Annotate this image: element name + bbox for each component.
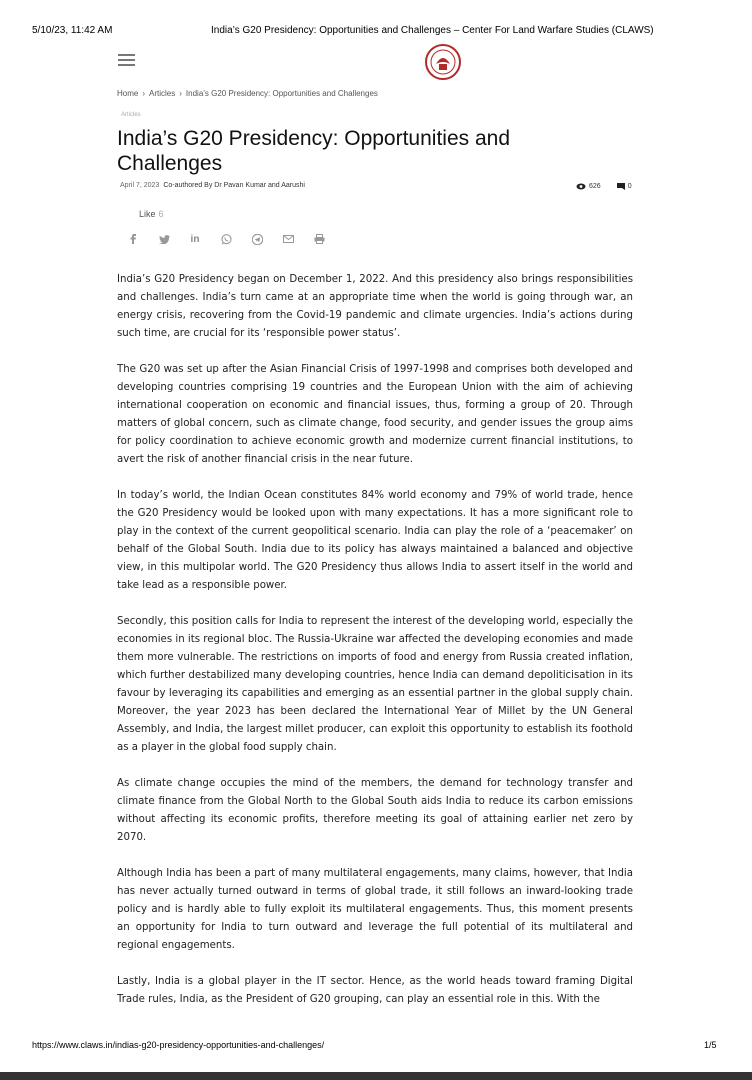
- hamburger-menu-icon[interactable]: [118, 54, 135, 69]
- article-stats: [576, 183, 632, 190]
- breadcrumb-articles[interactable]: Articles: [149, 89, 176, 98]
- comments-count[interactable]: 0: [627, 183, 632, 190]
- breadcrumb-separator: ›: [142, 89, 146, 98]
- share-bar: [126, 232, 343, 246]
- page-url: https://www.claws.in/indias-g20-presidency-opportunities-and-challenges/: [32, 1040, 325, 1050]
- twitter-icon[interactable]: [157, 232, 171, 246]
- views-count: 626: [589, 183, 601, 190]
- breadcrumb-current: India’s G20 Presidency: Opportunities and Challenges: [185, 89, 378, 98]
- breadcrumb: [117, 89, 378, 98]
- breadcrumb-separator: ›: [179, 89, 182, 98]
- whatsapp-icon[interactable]: [219, 232, 233, 246]
- print-page-title: India’s G20 Presidency: Opportunities and Challenges – Center For Land Warfare Studies (CLAWS): [211, 25, 654, 36]
- article-paragraph: The G20 was set up after the Asian Financial Crisis of 1997-1998 and comprises both developed and developing countries comprising 19 countries and the European Union with the aim of achieving international cooperation on economic and financial issues, thus, forming a group of 20. Through matters of global concern, such as climate change, food security, and gender issues the group aims for policy coordination to achieve economic growth and modernize current financial institutions, to avert the risk of another financial crisis in the near future.: [117, 364, 633, 465]
- article-meta: [120, 182, 305, 189]
- print-datetime: 5/10/23, 11:42 AM: [32, 25, 113, 36]
- article-paragraph: Although India has been a part of many multilateral engagements, many claims, however, that India has never actually turned outward in terms of global trade, it still follows an inward-looking trade policy and is hardly able to fully exploit its multilateral engagements. Thus, this moment presents an opportunity for India to turn outward and leverage the full potential of its multilateral and regional engagements.: [117, 868, 633, 951]
- article-paragraph: In today’s world, the Indian Ocean constitutes 84% world economy and 79% of world trade, hence the G20 Presidency would be looked upon with many expectations. It has a more significant role to play in the context of the current geopolitical scenario. India can play the role of a ‘peacemaker’ on behalf of the Global South. India due to its policy has always maintained a balanced and objective view, in this multipolar world. The G20 Presidency thus allows India to assert itself in the world and take lead as a responsible power.: [117, 490, 633, 591]
- article-paragraph: India’s G20 Presidency began on December 1, 2022. And this presidency also brings responsibilities and challenges. India’s turn came at an appropriate time when the world is going through war, an energy crisis, recovering from the Covid-19 pandemic and climate urgencies. India’s actions during such time, are crucial for its ‘responsible power status’.: [117, 274, 633, 339]
- article-date: April 7, 2023: [120, 182, 160, 189]
- breadcrumb-home[interactable]: Home: [117, 89, 139, 98]
- print-icon[interactable]: [312, 232, 326, 246]
- category-label[interactable]: Articles: [121, 112, 141, 118]
- bottom-bar: [0, 1072, 752, 1080]
- article-author[interactable]: Co-authored By Dr Pavan Kumar and Aarushi: [163, 182, 305, 189]
- email-icon[interactable]: [281, 232, 295, 246]
- article-paragraph: As climate change occupies the mind of the members, the demand for technology transfer and climate finance from the Global North to the Global South aids India to reduce its carbon emissions without affecting its economic profits, therefore meeting its goal of attaining earlier net zero by 2070.: [117, 778, 633, 843]
- eye-icon: [576, 183, 586, 190]
- article-paragraph: Lastly, India is a global player in the IT sector. Hence, as the world heads toward framing Digital Trade rules, India, as the President of G20 grouping, can play an essential role in this. With the: [117, 976, 633, 1005]
- article-title: India’s G20 Presidency: Opportunities and Challenges: [117, 127, 511, 175]
- linkedin-icon[interactable]: in: [190, 233, 200, 245]
- article-body: [117, 271, 633, 1027]
- comment-icon[interactable]: [617, 183, 625, 190]
- like-button[interactable]: [139, 209, 164, 219]
- telegram-icon[interactable]: [250, 232, 264, 246]
- article-paragraph: Secondly, this position calls for India to represent the interest of the developing world, especially the economies in its regional bloc. The Russia-Ukraine war affected the developing economies and made them more vulnerable. The restrictions on imports of food and energy from Russia created inflation, which further destabilized many developing countries, hence India can demand depoliticisation in its favour by leveraging its capabilities and emerging as an essential partner in the global supply chain. Moreover, the year 2023 has been declared the International Year of Millet by the UN General Assembly, and India, the largest millet producer, can exploit this opportunity to establish its foothold as a player in the global food supply chain.: [117, 616, 633, 753]
- facebook-icon[interactable]: [126, 232, 140, 246]
- like-label: Like: [139, 209, 156, 219]
- page-number: 1/5: [704, 1040, 717, 1050]
- claws-logo[interactable]: [425, 44, 461, 80]
- like-count: 6: [158, 209, 164, 219]
